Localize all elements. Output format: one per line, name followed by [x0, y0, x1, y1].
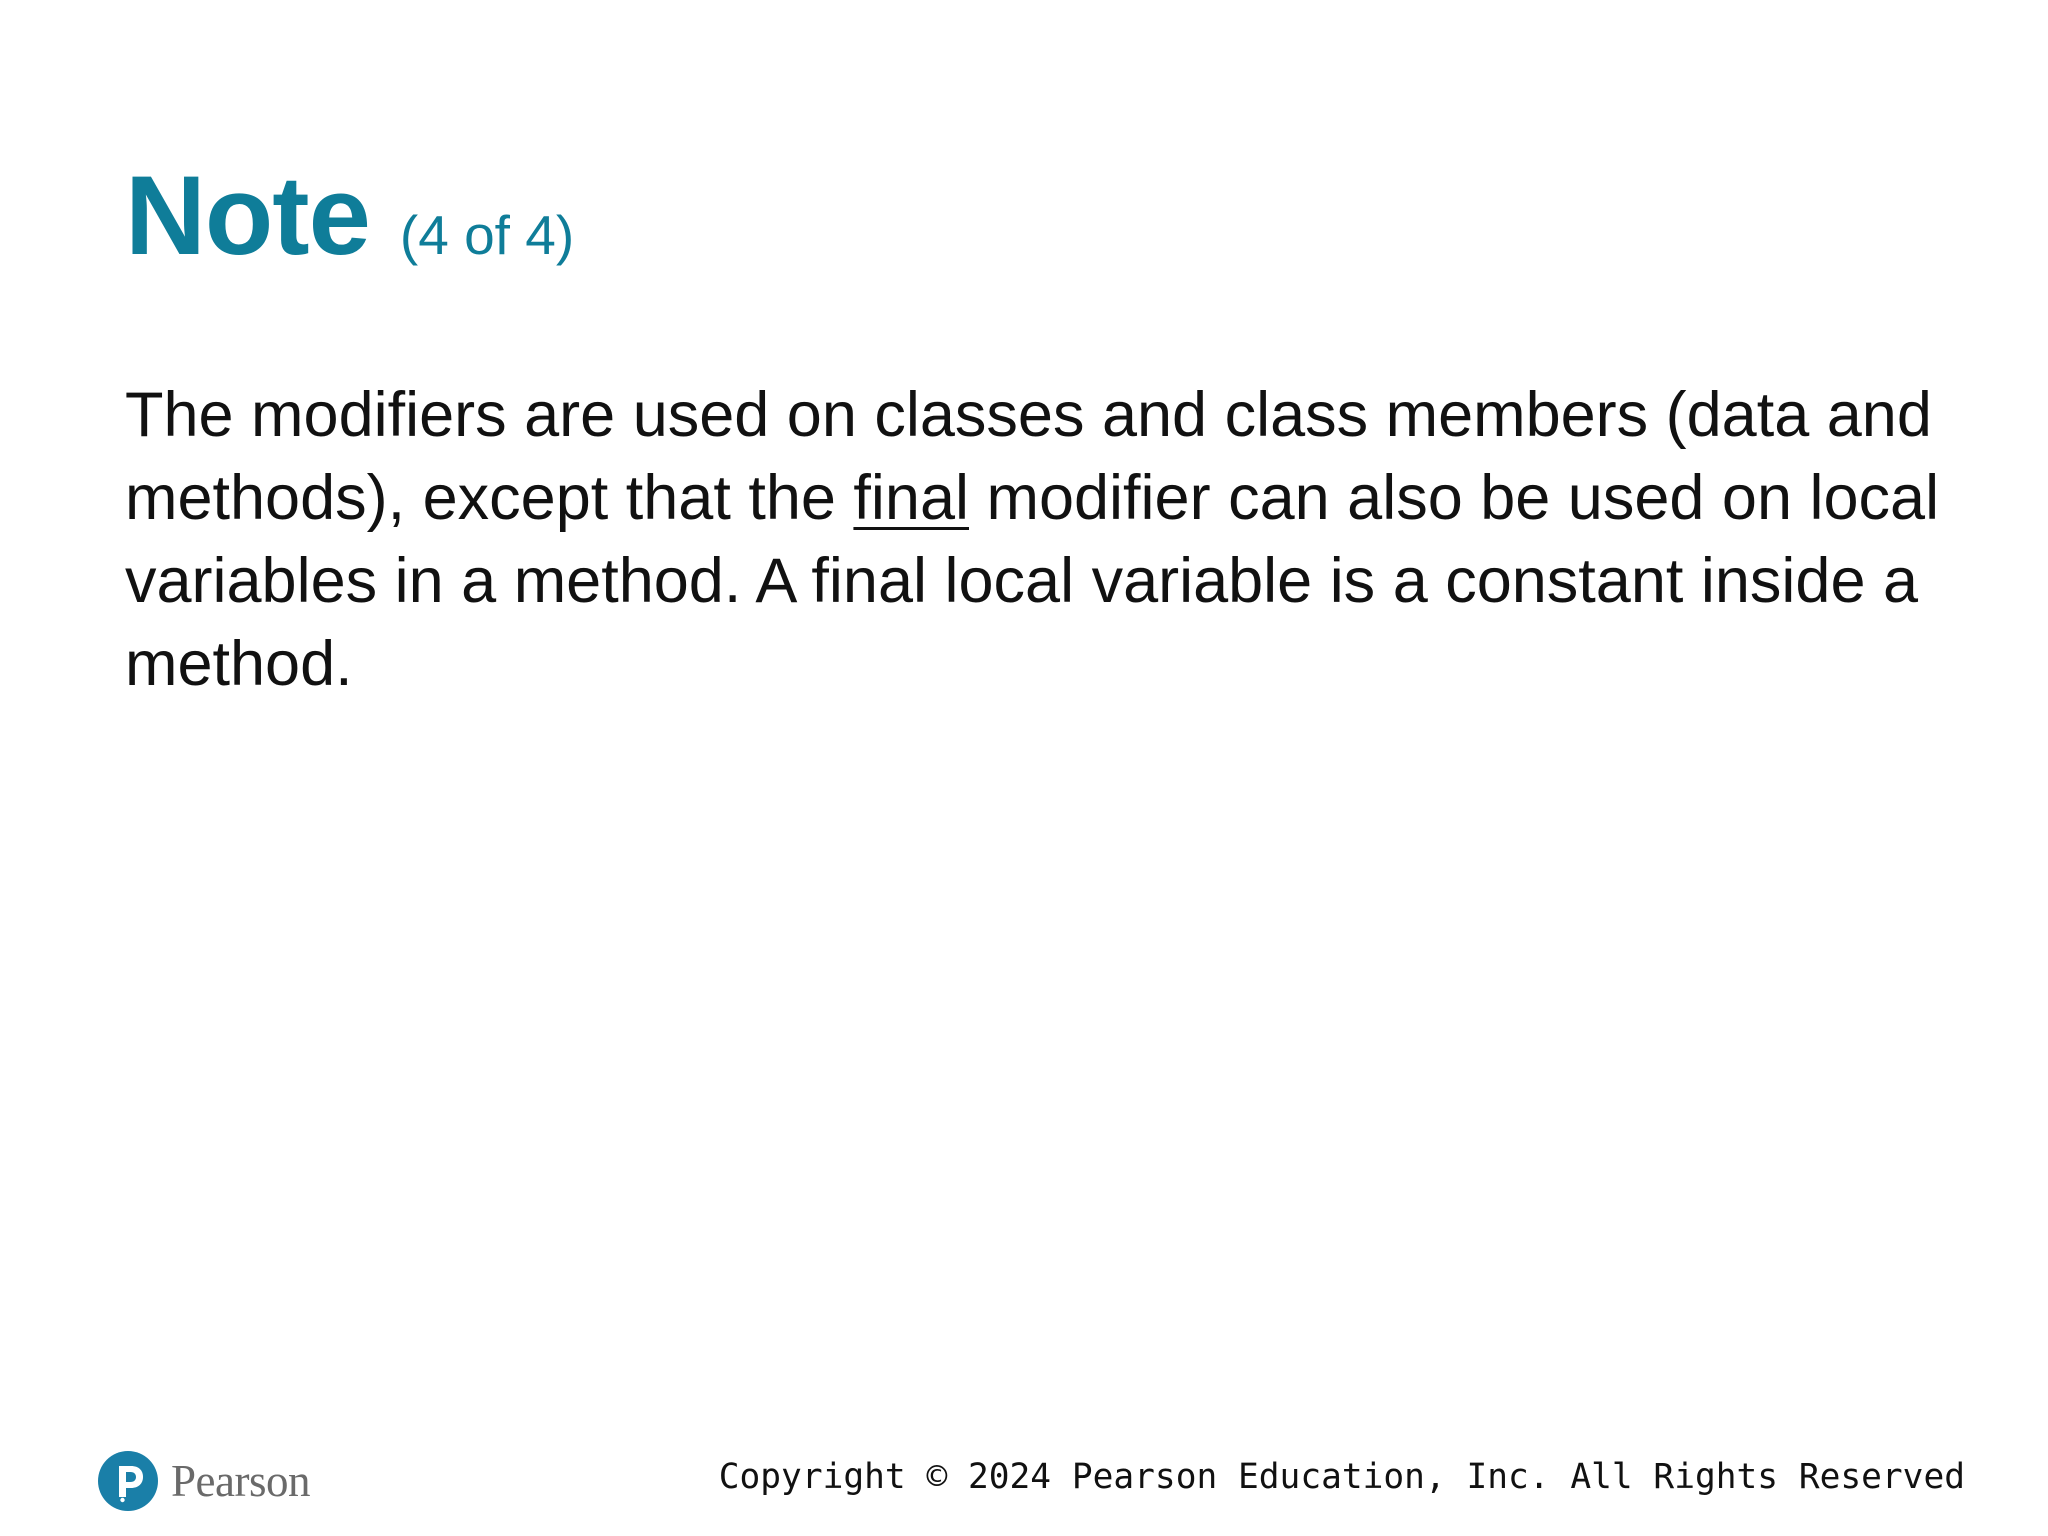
slide-body-text — [125, 374, 1945, 706]
body-keyword-final: final — [853, 463, 969, 533]
body-text-part-2: modifier can also be used on local variables in a method. A final local variable is a constant inside a method. — [125, 463, 1940, 699]
pearson-logo — [97, 1445, 310, 1517]
slide-title — [125, 153, 575, 278]
slide-title-main: Note — [125, 153, 370, 278]
body-text-part-1: The modifiers are used on classes and class members (data and methods), except that the — [125, 380, 1932, 533]
copyright-notice: Copyright © 2024 Pearson Education, Inc. All Rights Reserved — [718, 1457, 1965, 1497]
pearson-p-icon — [97, 1450, 159, 1512]
pearson-wordmark: Pearson — [171, 1455, 310, 1506]
slide-title-counter: (4 of 4) — [399, 204, 575, 266]
